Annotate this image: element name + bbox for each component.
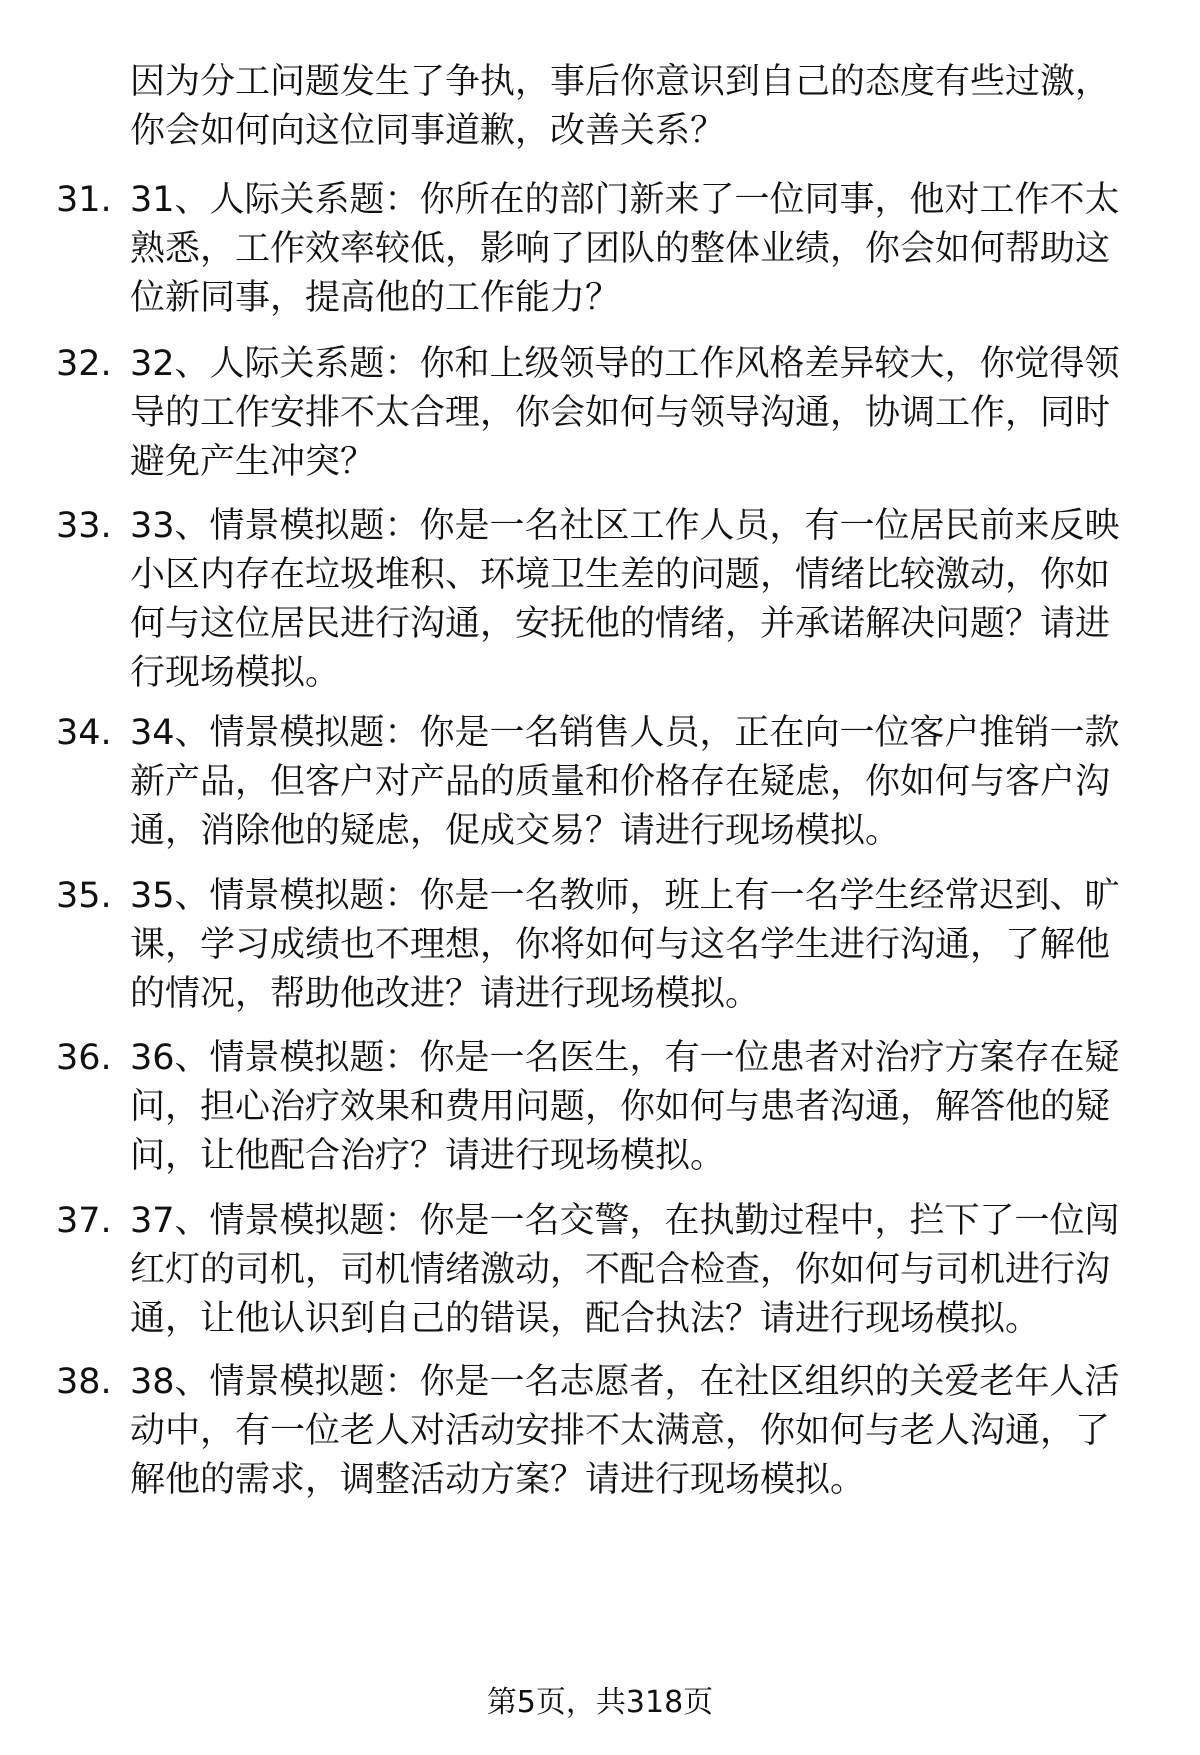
- continued-paragraph: 因为分工问题发生了争执，事后你意识到自己的态度有些过激，你会如何向这位同事道歉，改善关系？: [130, 62, 1111, 151]
- item-number: 32.: [56, 344, 112, 384]
- item-number: 34.: [56, 713, 112, 753]
- item-text: 31、人际关系题：你所在的部门新来了一位同事，他对工作不太熟悉，工作效率较低，影响了团队的整体业绩，你会如何帮助这位新同事，提高他的工作能力？: [130, 180, 1120, 318]
- item-number: 33.: [56, 506, 112, 546]
- item-text: 33、情景模拟题：你是一名社区工作人员，有一位居民前来反映小区内存在垃圾堆积、环境卫生差的问题，情绪比较激动，你如何与这位居民进行沟通，安抚他的情绪，并承诺解决问题？请进行现场模拟。: [130, 506, 1120, 693]
- item-number: 36.: [56, 1038, 112, 1078]
- item-text: 34、情景模拟题：你是一名销售人员，正在向一位客户推销一款新产品，但客户对产品的质量和价格存在疑虑，你如何与客户沟通，消除他的疑虑，促成交易？请进行现场模拟。: [130, 713, 1120, 851]
- item-number: 37.: [56, 1201, 112, 1241]
- item-text: 32、人际关系题：你和上级领导的工作风格差异较大，你觉得领导的工作安排不太合理，你会如何与领导沟通，协调工作，同时避免产生冲突？: [130, 344, 1120, 482]
- item-text: 36、情景模拟题：你是一名医生，有一位患者对治疗方案存在疑问，担心治疗效果和费用问题，你如何与患者沟通，解答他的疑问，让他配合治疗？请进行现场模拟。: [130, 1038, 1120, 1176]
- item-number: 38.: [56, 1362, 112, 1402]
- item-text: 37、情景模拟题：你是一名交警，在执勤过程中，拦下了一位闯红灯的司机，司机情绪激动，不配合检查，你如何与司机进行沟通，让他认识到自己的错误，配合执法？请进行现场模拟。: [130, 1201, 1120, 1339]
- item-number: 35.: [56, 876, 112, 916]
- item-text: 38、情景模拟题：你是一名志愿者，在社区组织的关爱老年人活动中，有一位老人对活动安排不太满意，你如何与老人沟通，了解他的需求，调整活动方案？请进行现场模拟。: [130, 1362, 1120, 1500]
- item-number: 31.: [56, 180, 112, 220]
- item-text: 35、情景模拟题：你是一名教师，班上有一名学生经常迟到、旷课，学习成绩也不理想，你将如何与这名学生进行沟通，了解他的情况，帮助他改进？请进行现场模拟。: [130, 876, 1120, 1014]
- page-footer: 第5页，共318页: [486, 1685, 714, 1720]
